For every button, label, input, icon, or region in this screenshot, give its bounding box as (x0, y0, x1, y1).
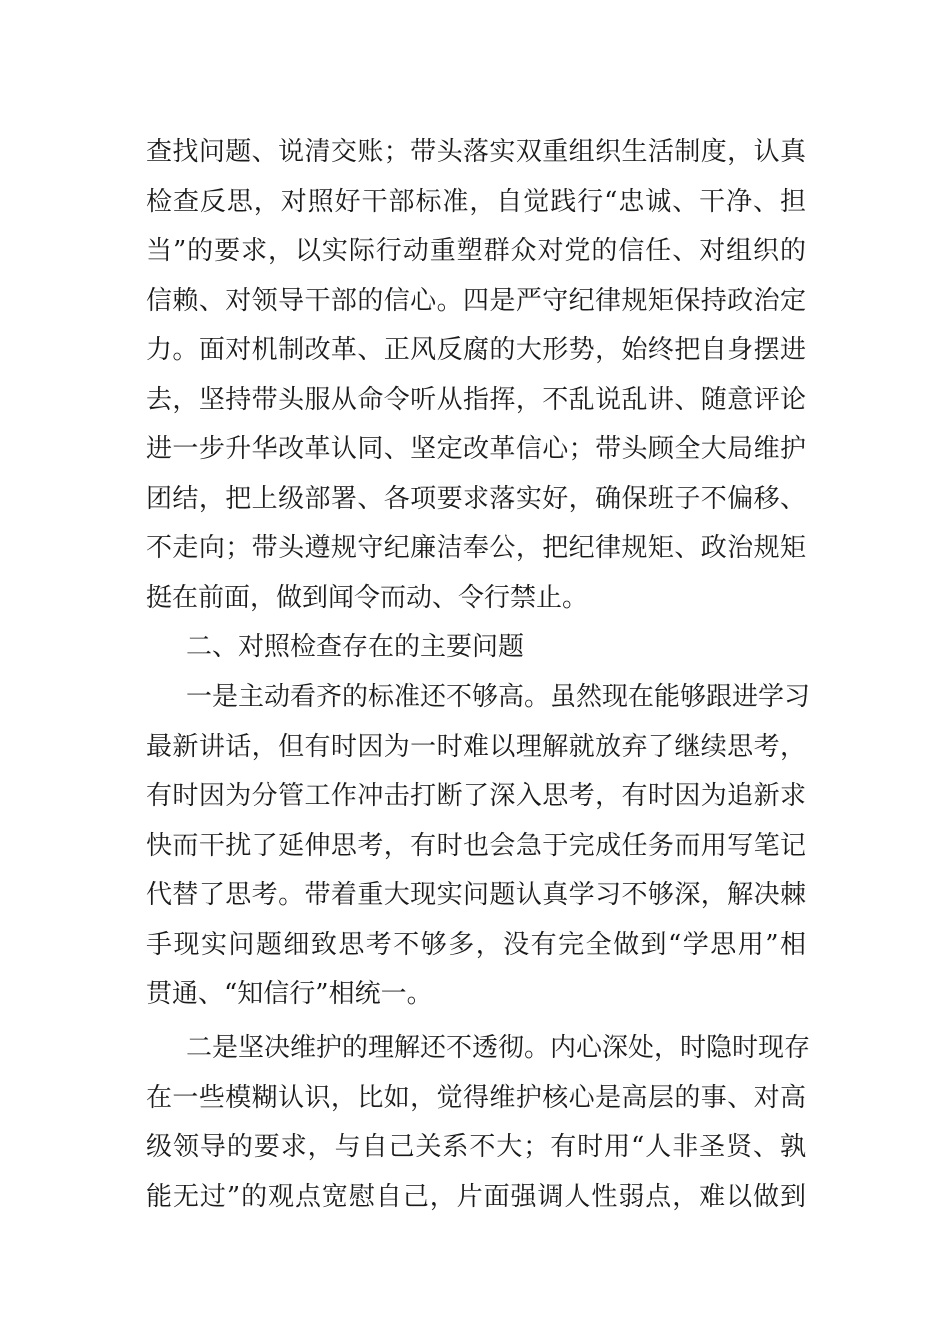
text-line: 力。面对机制改革、正风反腐的大形势，始终把自身摆进 (146, 335, 806, 365)
text-line: 手现实问题细致思考不够多，没有完全做到“学思用”相 (146, 929, 806, 960)
text-line: 当”的要求，以实际行动重塑群众对党的信任、对组织的 (146, 236, 806, 266)
paragraph-continued (146, 128, 806, 623)
text-line: 贯通、“知信行”相统一。 (146, 979, 433, 1009)
text-line: 在一些模糊认识，比如，觉得维护核心是高层的事、对高 (146, 1082, 806, 1113)
text-line: 团结，把上级部署、各项要求落实好，确保班子不偏移、 (146, 483, 806, 514)
text-line: 去，坚持带头服从命令听从指挥，不乱说乱讲、随意评论 (146, 384, 806, 415)
text-line: 不走向；带头遵规守纪廉洁奉公，把纪律规矩、政治规矩 (146, 533, 806, 563)
text-line: 快而干扰了延伸思考，有时也会急于完成任务而用写笔记 (146, 830, 806, 861)
text-line: 查找问题、说清交账；带头落实双重组织生活制度，认真 (146, 137, 806, 167)
section-heading-block (146, 623, 806, 673)
text-line: 有时因为分管工作冲击打断了深入思考，有时因为追新求 (146, 781, 806, 811)
text-line: 级领导的要求，与自己关系不大；有时用“人非圣贤、孰 (146, 1132, 806, 1162)
paragraph-problem-two (146, 1024, 811, 1222)
text-line: 检查反思，对照好干部标准，自觉践行“忠诚、干净、担 (146, 186, 806, 217)
text-line: 代替了思考。带着重大现实问题认真学习不够深，解决棘 (146, 880, 806, 910)
paragraph-problem-one (146, 673, 811, 1020)
text-line: 挺在前面，做到闻令而动、令行禁止。 (146, 582, 589, 613)
text-line: 信赖、对领导干部的信心。四是严守纪律规矩保持政治定 (146, 285, 806, 316)
text-line: 进一步升华改革认同、坚定改革信心；带头顾全大局维护 (146, 434, 806, 464)
text-line: 一是主动看齐的标准还不够高。虽然现在能够跟进学习 (186, 682, 811, 712)
text-line: 二是坚决维护的理解还不透彻。内心深处，时隐时现存 (186, 1033, 811, 1063)
section-heading: 二、对照检查存在的主要问题 (186, 632, 525, 662)
text-line: 能无过”的观点宽慰自己，片面强调人性弱点，难以做到 (146, 1181, 806, 1212)
text-line: 最新讲话，但有时因为一时难以理解就放弃了继续思考， (146, 731, 806, 762)
